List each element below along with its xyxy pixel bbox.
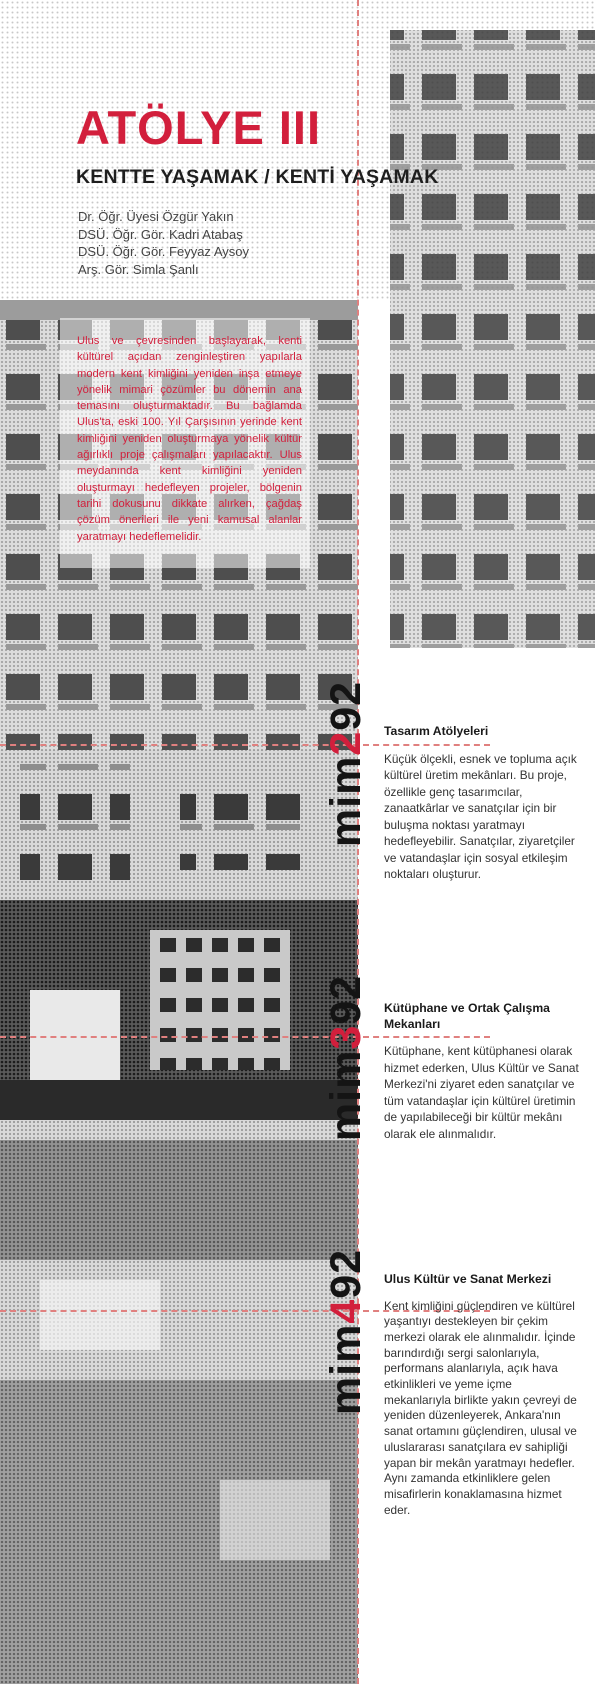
code-prefix: mim	[322, 1323, 370, 1416]
section-culture-center	[384, 1272, 579, 1518]
code-prefix: mim	[322, 1049, 370, 1142]
code-digit: 2	[322, 730, 370, 756]
code-prefix: mim	[322, 755, 370, 848]
section-title: Ulus Kültür ve Sanat Merkezi	[384, 1272, 552, 1286]
section-title: Kütüphane ve Ortak Çalışma Mekanları	[384, 1001, 550, 1031]
course-code-mim492	[320, 1222, 372, 1442]
page-subtitle: KENTTE YAŞAMAK / KENTİ YAŞAMAK	[76, 166, 439, 188]
course-code-mim392	[320, 948, 372, 1168]
author-name: Arş. Gör. Simla Şanlı	[78, 261, 199, 277]
code-suffix: 92	[322, 1248, 370, 1299]
section-text: Küçük ölçekli, esnek ve topluma açık kültürel üretim mekânları. Bu proje, özellikle genç tasarımcılar, zanaatkârlar ve sanatçılar için bir buluşma noktası yaratmayı hedefleyebilir. Sanatçılar, ziyaretçiler ve vatandaşlar için sosyal etkileşim noktaları oluşturur.	[384, 751, 577, 881]
author-name: Dr. Öğr. Üyesi Özgür Yakın	[78, 209, 234, 224]
section-design-workshops	[384, 724, 579, 883]
author-list	[78, 208, 249, 278]
course-code-mim292	[320, 654, 372, 874]
author-name: DSÜ. Öğr. Gör. Feyyaz Aysoy	[78, 244, 249, 259]
intro-paragraph: Ulus ve çevresinden başlayarak, kenti kültürel açıdan zenginleştiren yapılarla modern kent kimliğini yeniden inşa etmeye yönelik mimari çözümler bu dönemin ana temasını oluşturmaktadır. Bu bağlamda Ulus'ta, eski 100. Yıl Çarşısının yerinde kent kimliğini yeniden oluşturmaya yönelik kültür ağırlıklı proje çalışmaları yapılacaktır. Ulus meydanında kent kimliğini yeniden oluşturmayı hedefleyen projeler, bölgenin tarihi dokusunu dikkate alırken, çağdaş çözüm önerileri ile yeni kamusal alanlar yaratmayı hedeflemelidir.	[77, 335, 302, 543]
code-suffix: 92	[322, 680, 370, 731]
section-text: Kütüphane, kent kütüphanesi olarak hizmet ederken, Ulus Kültür ve Sanat Merkezi'ni ziyaret eden sanatçılar ve tüm vatandaşlar için kültürel üretimin de yapılabileceği bir kültür mekânı olarak ele alınmalıdır.	[384, 1044, 579, 1141]
code-digit: 3	[322, 1024, 370, 1050]
code-suffix: 92	[322, 974, 370, 1025]
section-text: Kent kimliğini güçlendiren ve kültürel yaşantıyı destekleyen bir çekim merkezi olarak ele alınmalıdır. İçinde barındırdığı sergi salonlarıyla, performans alanlarıyla, açık hava etkinlikleri ve yeme içme mekanlarıyla birlikte yakın çevreyi de yeniden düzenleyerek, Ankara'nın sanat ortamını güçlendiren, ulusal ve uluslararası sanatçılara ev sahipliği yapan bir mekân yaratmayı hedefler. Aynı zamanda etkinliklere gelen misafirlerin konaklamasına hizmet eder.	[384, 1298, 577, 1517]
code-digit: 4	[322, 1298, 370, 1324]
page-title: ATÖLYE III	[76, 101, 322, 154]
section-library	[384, 1001, 579, 1142]
author-name: DSÜ. Öğr. Gör. Kadri Atabaş	[78, 226, 243, 242]
section-title: Tasarım Atölyeleri	[384, 724, 489, 738]
